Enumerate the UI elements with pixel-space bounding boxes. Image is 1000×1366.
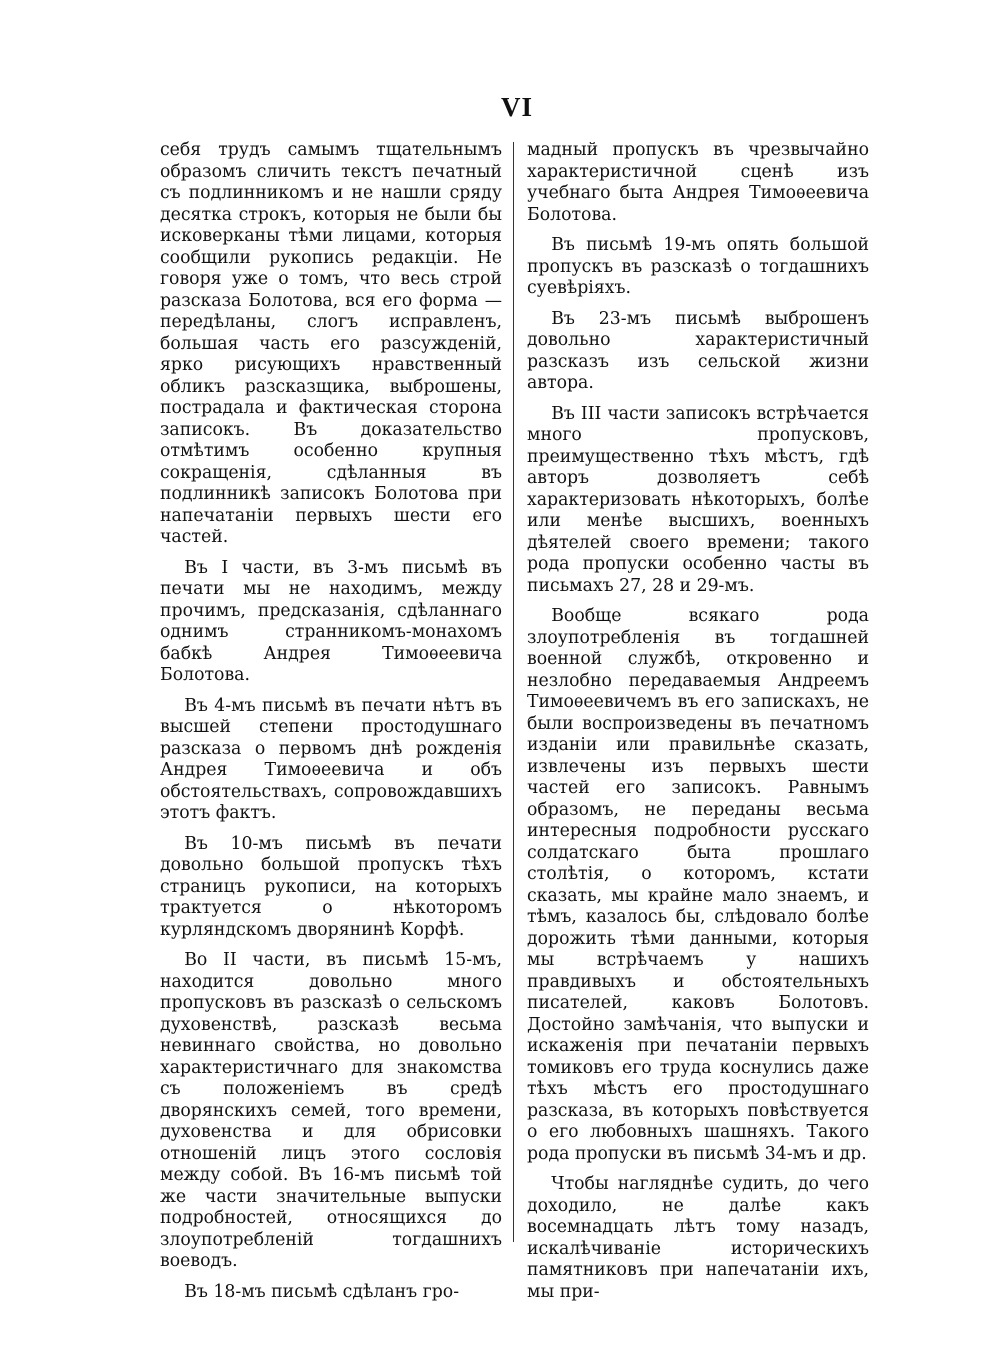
paragraph: мадный пропускъ въ чрезвычайно характеристичной сценѣ изъ учебнаго быта Андрея Тимоѳеевича Болотова. [527, 140, 869, 225]
right-column [527, 140, 869, 1312]
paragraph: Въ 10-мъ письмѣ въ печати довольно большой пропускъ тѣхъ страницъ рукописи, на которыхъ трактуется о нѣкоторомъ курляндскомъ дворянинѣ Корфѣ. [160, 833, 502, 940]
paragraph: Вообще всякаго рода злоупотребленія въ тогдашней военной службѣ, откровенно и незлобно передаваемыя Андреемъ Тимоѳеевичемъ въ его запискахъ, не были воспроизведены въ печатномъ изданіи или правильнѣе сказать, извлечены изъ первыхъ шести частей его записокъ. Равнымъ образомъ, не переданы весьма интересныя подробности русскаго солдатскаго быта прошлаго столѣтія, о которомъ, кстати сказать, мы крайне мало знаемъ, и тѣмъ, казалось бы, слѣдовало болѣе дорожить тѣми данными, которыя мы встрѣчаемъ у нашихъ правдивыхъ и обстоятельныхъ писателей, каковъ Болотовъ. Достойно замѣчанія, что выпуски и искаженія при печатаніи первыхъ томиковъ его труда коснулись даже тѣхъ мѣстъ его простодушнаго разсказа, въ которыхъ повѣствуется о его любовныхъ шашняхъ. Такого рода пропуски въ письмѣ 34-мъ и др. [527, 606, 869, 1164]
paragraph: Въ III части записокъ встрѣчается много пропусковъ, преимущественно тѣхъ мѣстъ, гдѣ авторъ дозволяетъ себѣ характеризовать нѣкоторыхъ, болѣе или менѣе высшихъ, военныхъ дѣятелей своего времени; такого рода пропуски особенно часты въ письмахъ 27, 28 и 29-мъ. [527, 403, 869, 596]
paragraph: Въ 23-мъ письмѣ выброшенъ довольно характеристичный разсказъ изъ сельской жизни автора. [527, 308, 869, 393]
paragraph: Въ 4-мъ письмѣ въ печати нѣтъ въ высшей степени простодушнаго разсказа о первомъ днѣ рожденія Андрея Тимоѳеевича и объ обстоятельствахъ, сопровождавшихъ этотъ фактъ. [160, 695, 502, 823]
column-divider [513, 142, 514, 1242]
paragraph: Въ I части, въ 3-мъ письмѣ въ печати мы не находимъ, между прочимъ, предсказанія, сдѣланнаго однимъ странникомъ-монахомъ бабкѣ Андрея Тимоѳеевича Болотова. [160, 557, 502, 685]
left-column [160, 140, 502, 1312]
paragraph: Чтобы нагляднѣе судить, до чего доходило, не далѣе какъ восемнадцать лѣтъ тому назадъ, искалѣчиваніе историческихъ памятниковъ при напечатаніи ихъ, мы при- [527, 1174, 869, 1302]
paragraph: Во II части, въ письмѣ 15-мъ, находится довольно много пропусковъ въ разсказѣ о сельскомъ духовенствѣ, разсказѣ весьма невиннаго свойства, но довольно характеристичнаго для знакомства съ положеніемъ въ средѣ дворянскихъ семей, того времени, духовенства и для обрисовки отношеній лицъ этого сословія между собой. Въ 16-мъ письмѣ той же части значительные выпуски подробностей, относящихся до злоупотребленій тогдашнихъ воеводъ. [160, 950, 502, 1271]
paragraph: Въ письмѣ 19-мъ опять большой пропускъ въ разсказѣ о тогдашнихъ суевѣріяхъ. [527, 235, 869, 298]
page-number: VI [500, 92, 533, 122]
paragraph: Въ 18-мъ письмѣ сдѣланъ гро- [184, 1281, 460, 1302]
paragraph: себя трудъ самымъ тщательнымъ образомъ сличить текстъ печатный съ подлинникомъ и не нашли сряду десятка строкъ, которыя не были бы исковерканы тѣми лицами, которыя сообщили рукопись редакціи. Не говоря уже о томъ, что весь строй разсказа Болотова, вся его форма — передѣланы, слогъ исправленъ, большая часть его разсужденій, ярко рисующихъ нравственный обликъ разсказщика, выброшены, пострадала и фактическая сторона записокъ. Въ доказательство отмѣтимъ особенно крупныя сокращенія, сдѣланныя въ подлинникѣ записокъ Болотова при напечатаніи первыхъ шести его частей. [160, 140, 502, 547]
